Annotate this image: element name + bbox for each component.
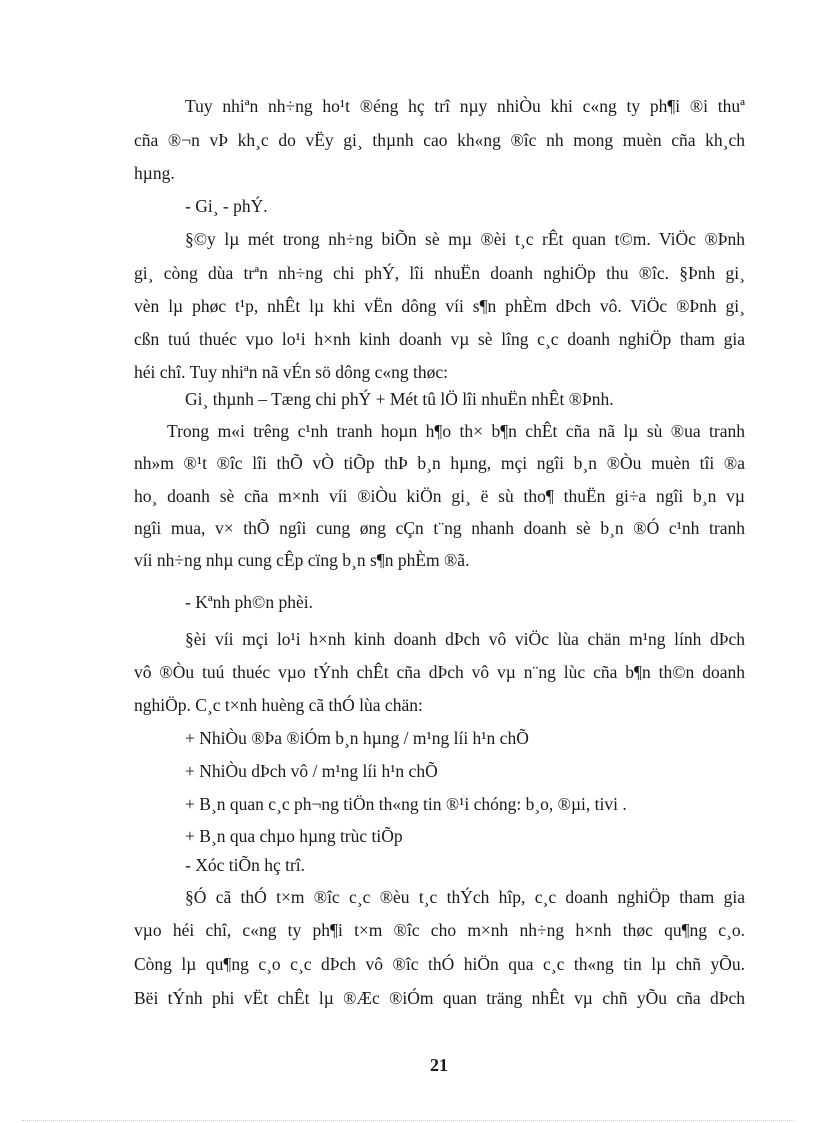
paragraph-line: vô ®Òu tuú thuéc vµo tÝnh chÊt cña dÞch vô vµ n¨ng lùc cña b¶n th©n doanh	[134, 662, 745, 682]
section-heading: - Xóc tiÕn hç trî.	[185, 855, 306, 875]
paragraph-line: Tuy nhiªn nh÷ng ho¹t ®éng hç trî nµy nhiÒu khi c«ng ty ph¶i ®i thuª	[185, 96, 745, 116]
list-item: + B¸n qua chµo hµng trùc tiÕp	[185, 826, 403, 846]
paragraph-line: víi nh÷ng nhµ cung cÊp cïng b¸n s¶n phÈm ®ã.	[134, 550, 470, 570]
paragraph-line: ho¸ doanh sè cña m×nh víi ®iÒu kiÖn gi¸ ë sù tho¶ thuËn gi÷a ngîi b¸n vµ	[134, 486, 745, 506]
formula-line: Gi¸ thµnh – Tæng chi phÝ + Mét tû lÖ lîi nhuËn nhÊt ®Þnh.	[185, 389, 614, 409]
list-item: + NhiÒu ®Þa ®iÓm b¸n hµng / m¹ng líi h¹n chÕ	[185, 728, 529, 748]
section-heading: - Gi¸ - phÝ.	[185, 196, 268, 216]
paragraph-line: hµng.	[134, 163, 175, 183]
paragraph-line: cßn tuú thuéc vµo lo¹i h×nh kinh doanh vµ sè lîng c¸c doanh nghiÖp tham gia	[134, 329, 745, 349]
page-number: 21	[430, 1055, 448, 1075]
paragraph-line: vèn lµ phøc t¹p, nhÊt lµ khi vËn dông víi s¶n phÈm dÞch vô. ViÖc ®Þnh gi¸	[134, 296, 745, 316]
paragraph-line: nghiÖp. C¸c t×nh huèng cã thÓ lùa chän:	[134, 695, 423, 715]
paragraph-line: ngîi mua, v× thÕ ngîi cung øng cÇn t¨ng nhanh doanh sè b¸n ®Ó c¹nh tranh	[134, 518, 745, 538]
paragraph-line: cña ®¬n vÞ kh¸c do vËy gi¸ thµnh cao kh«ng ®îc nh mong muèn cña kh¸ch	[134, 130, 745, 150]
paragraph-line: gi¸ còng dùa trªn nh÷ng chi phÝ, lîi nhuËn doanh nghiÖp thu ®îc. §Þnh gi¸	[134, 263, 745, 283]
paragraph-line: Còng lµ qu¶ng c¸o c¸c dÞch vô ®îc thÓ hiÖn qua c¸c th«ng tin lµ chñ yÕu.	[134, 954, 745, 974]
paragraph-line: nh»m ®¹t ®îc lîi thÕ vÒ tiÕp thÞ b¸n hµng, mçi ngîi b¸n ®Òu muèn tîi ®a	[134, 453, 745, 473]
paragraph-line: §Ó cã thÓ t×m ®îc c¸c ®èu t¸c thÝch hîp, c¸c doanh nghiÖp tham gia	[185, 887, 745, 907]
paragraph-line: §©y lµ mét trong nh÷ng biÕn sè mµ ®èi t¸c rÊt quan t©m. ViÖc ®Þnh	[185, 229, 745, 249]
list-item: + NhiÒu dÞch vô / m¹ng líi h¹n chÕ	[185, 761, 438, 781]
section-heading: - Kªnh ph©n phèi.	[185, 592, 313, 612]
paragraph-line: héi chî. Tuy nhiªn nã vÉn sö dông c«ng thøc:	[134, 362, 448, 382]
list-item: + B¸n quan c¸c ph¬ng tiÖn th«ng tin ®¹i chóng: b¸o, ®µi, tivi .	[185, 794, 627, 814]
paragraph-line: Trong m«i trêng c¹nh tranh hoµn h¶o th× b¶n chÊt cña nã lµ sù ®ua tranh	[167, 421, 745, 441]
paragraph-line: §èi víi mçi lo¹i h×nh kinh doanh dÞch vô viÖc lùa chän m¹ng lính dÞch	[185, 629, 745, 649]
paragraph-line: vµo héi chî, c«ng ty ph¶i t×m ®îc cho m×nh nh÷ng h×nh thøc qu¶ng c¸o.	[134, 920, 745, 940]
page-bottom-rule	[22, 1120, 794, 1121]
paragraph-line: Bëi tÝnh phi vËt chÊt lµ ®Æc ®iÓm quan träng nhÊt vµ chñ yÕu cña dÞch	[134, 988, 745, 1008]
